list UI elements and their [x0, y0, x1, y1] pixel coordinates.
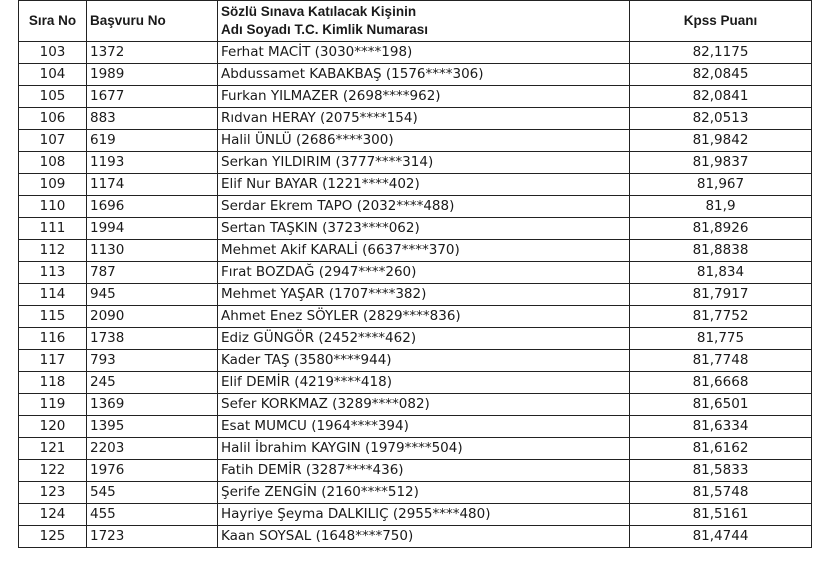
cell-basvuru-no: 1369 [87, 394, 218, 416]
table-header [19, 1, 812, 42]
cell-candidate-name: Furkan YILMAZER (2698****962) [218, 86, 630, 108]
cell-basvuru-no: 945 [87, 284, 218, 306]
cell-sira-no: 107 [19, 130, 87, 152]
table-row [19, 460, 812, 482]
cell-basvuru-no: 1174 [87, 174, 218, 196]
cell-kpss-puani: 81,4744 [630, 526, 812, 548]
cell-basvuru-no: 787 [87, 262, 218, 284]
cell-sira-no: 110 [19, 196, 87, 218]
cell-candidate-name: Halil ÜNLÜ (2686****300) [218, 130, 630, 152]
cell-basvuru-no: 619 [87, 130, 218, 152]
cell-kpss-puani: 82,1175 [630, 42, 812, 64]
table-row [19, 174, 812, 196]
cell-basvuru-no: 2090 [87, 306, 218, 328]
cell-candidate-name: Mehmet Akif KARALİ (6637****370) [218, 240, 630, 262]
cell-candidate-name: Abdussamet KABAKBAŞ (1576****306) [218, 64, 630, 86]
table-row [19, 196, 812, 218]
cell-candidate-name: Kaan SOYSAL (1648****750) [218, 526, 630, 548]
cell-kpss-puani: 82,0845 [630, 64, 812, 86]
cell-candidate-name: Rıdvan HERAY (2075****154) [218, 108, 630, 130]
table-row [19, 482, 812, 504]
cell-candidate-name: Elif DEMİR (4219****418) [218, 372, 630, 394]
cell-sira-no: 119 [19, 394, 87, 416]
cell-kpss-puani: 81,5833 [630, 460, 812, 482]
cell-sira-no: 118 [19, 372, 87, 394]
table-row [19, 526, 812, 548]
cell-sira-no: 120 [19, 416, 87, 438]
cell-kpss-puani: 81,5748 [630, 482, 812, 504]
cell-candidate-name: Hayriye Şeyma DALKILIÇ (2955****480) [218, 504, 630, 526]
cell-kpss-puani: 81,9 [630, 196, 812, 218]
cell-sira-no: 123 [19, 482, 87, 504]
cell-kpss-puani: 82,0513 [630, 108, 812, 130]
table-row [19, 64, 812, 86]
cell-kpss-puani: 82,0841 [630, 86, 812, 108]
cell-kpss-puani: 81,6334 [630, 416, 812, 438]
cell-basvuru-no: 1976 [87, 460, 218, 482]
cell-basvuru-no: 1696 [87, 196, 218, 218]
cell-sira-no: 112 [19, 240, 87, 262]
cell-sira-no: 113 [19, 262, 87, 284]
cell-basvuru-no: 1994 [87, 218, 218, 240]
cell-kpss-puani: 81,9837 [630, 152, 812, 174]
cell-kpss-puani: 81,834 [630, 262, 812, 284]
cell-basvuru-no: 2203 [87, 438, 218, 460]
table-row [19, 218, 812, 240]
cell-sira-no: 121 [19, 438, 87, 460]
cell-candidate-name: Fatih DEMİR (3287****436) [218, 460, 630, 482]
cell-sira-no: 114 [19, 284, 87, 306]
cell-basvuru-no: 1193 [87, 152, 218, 174]
table-row [19, 240, 812, 262]
cell-candidate-name: Halil İbrahim KAYGIN (1979****504) [218, 438, 630, 460]
table-row [19, 350, 812, 372]
cell-basvuru-no: 1130 [87, 240, 218, 262]
table-row [19, 306, 812, 328]
cell-basvuru-no: 1677 [87, 86, 218, 108]
cell-candidate-name: Ferhat MACİT (3030****198) [218, 42, 630, 64]
cell-kpss-puani: 81,7748 [630, 350, 812, 372]
cell-sira-no: 109 [19, 174, 87, 196]
cell-candidate-name: Ediz GÜNGÖR (2452****462) [218, 328, 630, 350]
cell-candidate-name: Sertan TAŞKIN (3723****062) [218, 218, 630, 240]
cell-sira-no: 125 [19, 526, 87, 548]
cell-kpss-puani: 81,775 [630, 328, 812, 350]
cell-basvuru-no: 1395 [87, 416, 218, 438]
cell-sira-no: 115 [19, 306, 87, 328]
table-row [19, 504, 812, 526]
cell-basvuru-no: 1738 [87, 328, 218, 350]
cell-candidate-name: Fırat BOZDAĞ (2947****260) [218, 262, 630, 284]
cell-sira-no: 103 [19, 42, 87, 64]
cell-candidate-name: Esat MUMCU (1964****394) [218, 416, 630, 438]
table-row [19, 152, 812, 174]
cell-kpss-puani: 81,5161 [630, 504, 812, 526]
cell-candidate-name: Ahmet Enez SÖYLER (2829****836) [218, 306, 630, 328]
cell-kpss-puani: 81,9842 [630, 130, 812, 152]
cell-basvuru-no: 883 [87, 108, 218, 130]
cell-candidate-name: Elif Nur BAYAR (1221****402) [218, 174, 630, 196]
cell-candidate-name: Serdar Ekrem TAPO (2032****488) [218, 196, 630, 218]
table-row [19, 262, 812, 284]
cell-sira-no: 106 [19, 108, 87, 130]
cell-kpss-puani: 81,6668 [630, 372, 812, 394]
cell-candidate-name: Sefer KORKMAZ (3289****082) [218, 394, 630, 416]
table-row [19, 438, 812, 460]
table-row [19, 108, 812, 130]
table-row [19, 42, 812, 64]
table-row [19, 130, 812, 152]
cell-candidate-name: Mehmet YAŞAR (1707****382) [218, 284, 630, 306]
cell-basvuru-no: 793 [87, 350, 218, 372]
cell-kpss-puani: 81,967 [630, 174, 812, 196]
cell-kpss-puani: 81,6162 [630, 438, 812, 460]
cell-sira-no: 117 [19, 350, 87, 372]
cell-kpss-puani: 81,6501 [630, 394, 812, 416]
header-sira-no: Sıra No [19, 1, 87, 42]
cell-sira-no: 111 [19, 218, 87, 240]
cell-basvuru-no: 455 [87, 504, 218, 526]
header-candidate-line1: Sözlü Sınava Katılacak Kişinin [221, 4, 417, 19]
header-row [19, 1, 812, 42]
cell-sira-no: 116 [19, 328, 87, 350]
cell-sira-no: 108 [19, 152, 87, 174]
cell-sira-no: 104 [19, 64, 87, 86]
cell-sira-no: 105 [19, 86, 87, 108]
header-basvuru-no: Başvuru No [87, 1, 218, 42]
cell-candidate-name: Kader TAŞ (3580****944) [218, 350, 630, 372]
cell-basvuru-no: 545 [87, 482, 218, 504]
cell-sira-no: 122 [19, 460, 87, 482]
cell-candidate-name: Serkan YILDIRIM (3777****314) [218, 152, 630, 174]
cell-sira-no: 124 [19, 504, 87, 526]
table-row [19, 372, 812, 394]
table-row [19, 416, 812, 438]
cell-basvuru-no: 1723 [87, 526, 218, 548]
header-candidate [218, 1, 630, 42]
cell-kpss-puani: 81,7752 [630, 306, 812, 328]
table-body [19, 42, 812, 548]
header-candidate-line2: Adı Soyadı T.C. Kimlik Numarası [221, 22, 429, 37]
table-row [19, 328, 812, 350]
cell-basvuru-no: 1989 [87, 64, 218, 86]
table-row [19, 86, 812, 108]
cell-kpss-puani: 81,8926 [630, 218, 812, 240]
cell-kpss-puani: 81,8838 [630, 240, 812, 262]
cell-kpss-puani: 81,7917 [630, 284, 812, 306]
cell-basvuru-no: 1372 [87, 42, 218, 64]
table-row [19, 284, 812, 306]
cell-basvuru-no: 245 [87, 372, 218, 394]
candidate-table [18, 0, 812, 548]
header-kpss-puani: Kpss Puanı [630, 1, 812, 42]
table-row [19, 394, 812, 416]
cell-candidate-name: Şerife ZENGİN (2160****512) [218, 482, 630, 504]
